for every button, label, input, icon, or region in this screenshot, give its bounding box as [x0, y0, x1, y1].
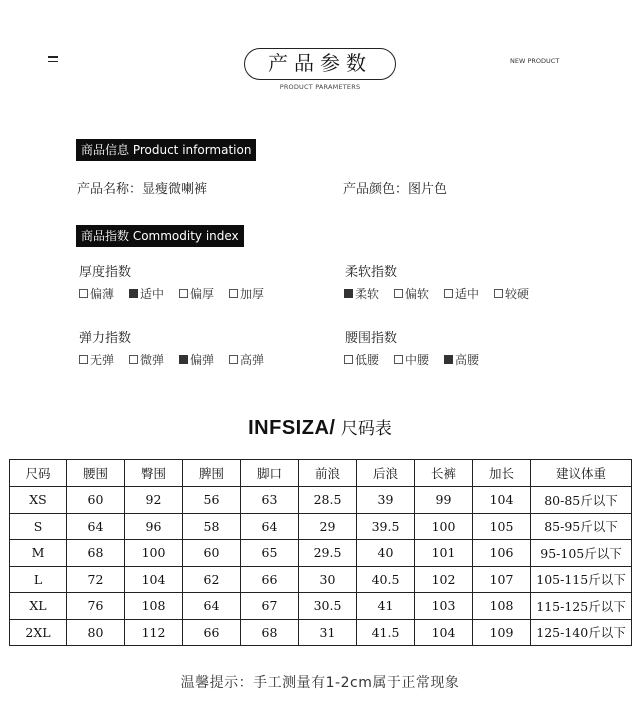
table-cell: 39.5 — [357, 513, 415, 540]
table-cell: 30 — [299, 566, 357, 593]
checkbox-checked-icon — [179, 355, 188, 364]
table-cell: 76 — [67, 593, 125, 620]
option-no-stretch: 无弹 — [79, 351, 114, 368]
table-cell: 63 — [241, 487, 299, 514]
table-cell: 104 — [125, 566, 183, 593]
table-row — [10, 593, 632, 620]
option-moderate: 适中 — [444, 285, 479, 302]
option-thick: 偏厚 — [179, 285, 214, 302]
table-cell: 41.5 — [357, 619, 415, 646]
table-cell: 65 — [241, 540, 299, 567]
table-cell: 103 — [415, 593, 473, 620]
option-thin: 偏薄 — [79, 285, 114, 302]
corner-mark-icon — [48, 56, 58, 63]
table-cell: 104 — [473, 487, 531, 514]
table-cell: 109 — [473, 619, 531, 646]
column-header: 腰围 — [67, 460, 125, 487]
waist-index-title: 腰围指数 — [345, 331, 398, 346]
table-cell: S — [10, 513, 67, 540]
table-cell: 105-115斤以下 — [531, 566, 632, 593]
table-cell: 67 — [241, 593, 299, 620]
table-cell: 68 — [67, 540, 125, 567]
table-cell: 41 — [357, 593, 415, 620]
option-soft: 柔软 — [344, 285, 379, 302]
table-cell: 60 — [183, 540, 241, 567]
size-table-suffix: 尺码表 — [335, 419, 392, 439]
table-cell: L — [10, 566, 67, 593]
page-subtitle: PRODUCT PARAMETERS — [279, 83, 361, 91]
option-stretchy: 偏弹 — [179, 351, 214, 368]
table-cell: 66 — [183, 619, 241, 646]
new-product-tag: NEW PRODUCT — [510, 57, 560, 65]
table-cell: 31 — [299, 619, 357, 646]
table-cell: 108 — [125, 593, 183, 620]
column-header: 后浪 — [357, 460, 415, 487]
checkbox-icon — [494, 289, 503, 298]
product-info-label: 商品信息 Product information — [76, 139, 256, 161]
table-cell: 64 — [183, 593, 241, 620]
table-cell: 40 — [357, 540, 415, 567]
table-cell: 40.5 — [357, 566, 415, 593]
option-high-waist: 高腰 — [444, 351, 479, 368]
column-header: 建议体重 — [531, 460, 632, 487]
commodity-index-label: 商品指数 Commodity index — [76, 225, 244, 247]
table-cell: 68 — [241, 619, 299, 646]
table-cell: 100 — [125, 540, 183, 567]
size-table — [9, 459, 632, 646]
waist-options — [344, 351, 479, 368]
table-row — [10, 540, 632, 567]
checkbox-icon — [394, 355, 403, 364]
checkbox-icon — [344, 355, 353, 364]
checkbox-checked-icon — [444, 355, 453, 364]
table-cell: 85-95斤以下 — [531, 513, 632, 540]
table-header-row — [10, 460, 632, 487]
checkbox-icon — [79, 289, 88, 298]
table-cell: 64 — [241, 513, 299, 540]
table-cell: 39 — [357, 487, 415, 514]
table-cell: 72 — [67, 566, 125, 593]
table-cell: 60 — [67, 487, 125, 514]
table-cell: 102 — [415, 566, 473, 593]
table-cell: XL — [10, 593, 67, 620]
table-cell: XS — [10, 487, 67, 514]
option-low-waist: 低腰 — [344, 351, 379, 368]
softness-options — [344, 285, 529, 302]
table-row — [10, 487, 632, 514]
softness-index-title: 柔软指数 — [345, 265, 398, 280]
table-cell: 108 — [473, 593, 531, 620]
option-extra-thick: 加厚 — [229, 285, 264, 302]
checkbox-checked-icon — [129, 289, 138, 298]
thickness-options — [79, 285, 264, 302]
column-header: 臀围 — [125, 460, 183, 487]
table-cell: 125-140斤以下 — [531, 619, 632, 646]
elasticity-index-title: 弹力指数 — [79, 331, 132, 346]
elasticity-options — [79, 351, 264, 368]
product-name: 产品名称：显瘦微喇裤 — [77, 182, 208, 197]
checkbox-icon — [79, 355, 88, 364]
option-high-stretch: 高弹 — [229, 351, 264, 368]
table-cell: 58 — [183, 513, 241, 540]
measurement-note: 温馨提示：手工测量有1-2cm属于正常现象 — [180, 675, 460, 691]
table-cell: 30.5 — [299, 593, 357, 620]
table-cell: 64 — [67, 513, 125, 540]
table-cell: 100 — [415, 513, 473, 540]
column-header: 长裤 — [415, 460, 473, 487]
option-slightly-soft: 偏软 — [394, 285, 429, 302]
table-cell: 66 — [241, 566, 299, 593]
column-header: 脚口 — [241, 460, 299, 487]
size-table-title — [0, 414, 640, 440]
product-color: 产品颜色：图片色 — [343, 182, 448, 197]
option-mid-waist: 中腰 — [394, 351, 429, 368]
table-cell: 28.5 — [299, 487, 357, 514]
column-header: 尺码 — [10, 460, 67, 487]
table-cell: 80-85斤以下 — [531, 487, 632, 514]
table-cell: 99 — [415, 487, 473, 514]
table-cell: 2XL — [10, 619, 67, 646]
table-cell: 105 — [473, 513, 531, 540]
table-cell: 92 — [125, 487, 183, 514]
table-cell: 104 — [415, 619, 473, 646]
table-cell: 29 — [299, 513, 357, 540]
table-cell: 115-125斤以下 — [531, 593, 632, 620]
table-cell: 56 — [183, 487, 241, 514]
option-slight-stretch: 微弹 — [129, 351, 164, 368]
column-header: 前浪 — [299, 460, 357, 487]
table-cell: 80 — [67, 619, 125, 646]
page-title: 产品参数 — [244, 48, 396, 80]
column-header: 加长 — [473, 460, 531, 487]
table-cell: 95-105斤以下 — [531, 540, 632, 567]
column-header: 脾围 — [183, 460, 241, 487]
table-cell: 96 — [125, 513, 183, 540]
option-medium: 适中 — [129, 285, 164, 302]
checkbox-icon — [179, 289, 188, 298]
table-cell: 112 — [125, 619, 183, 646]
checkbox-checked-icon — [344, 289, 353, 298]
table-cell: 62 — [183, 566, 241, 593]
option-hard: 较硬 — [494, 285, 529, 302]
table-row — [10, 566, 632, 593]
table-cell: 106 — [473, 540, 531, 567]
table-cell: 101 — [415, 540, 473, 567]
table-cell: M — [10, 540, 67, 567]
table-cell: 29.5 — [299, 540, 357, 567]
checkbox-icon — [444, 289, 453, 298]
table-row — [10, 513, 632, 540]
brand-name: INFSIZA/ — [248, 417, 336, 439]
table-cell: 107 — [473, 566, 531, 593]
checkbox-icon — [394, 289, 403, 298]
checkbox-icon — [129, 355, 138, 364]
thickness-index-title: 厚度指数 — [79, 265, 132, 280]
checkbox-icon — [229, 355, 238, 364]
table-row — [10, 619, 632, 646]
checkbox-icon — [229, 289, 238, 298]
